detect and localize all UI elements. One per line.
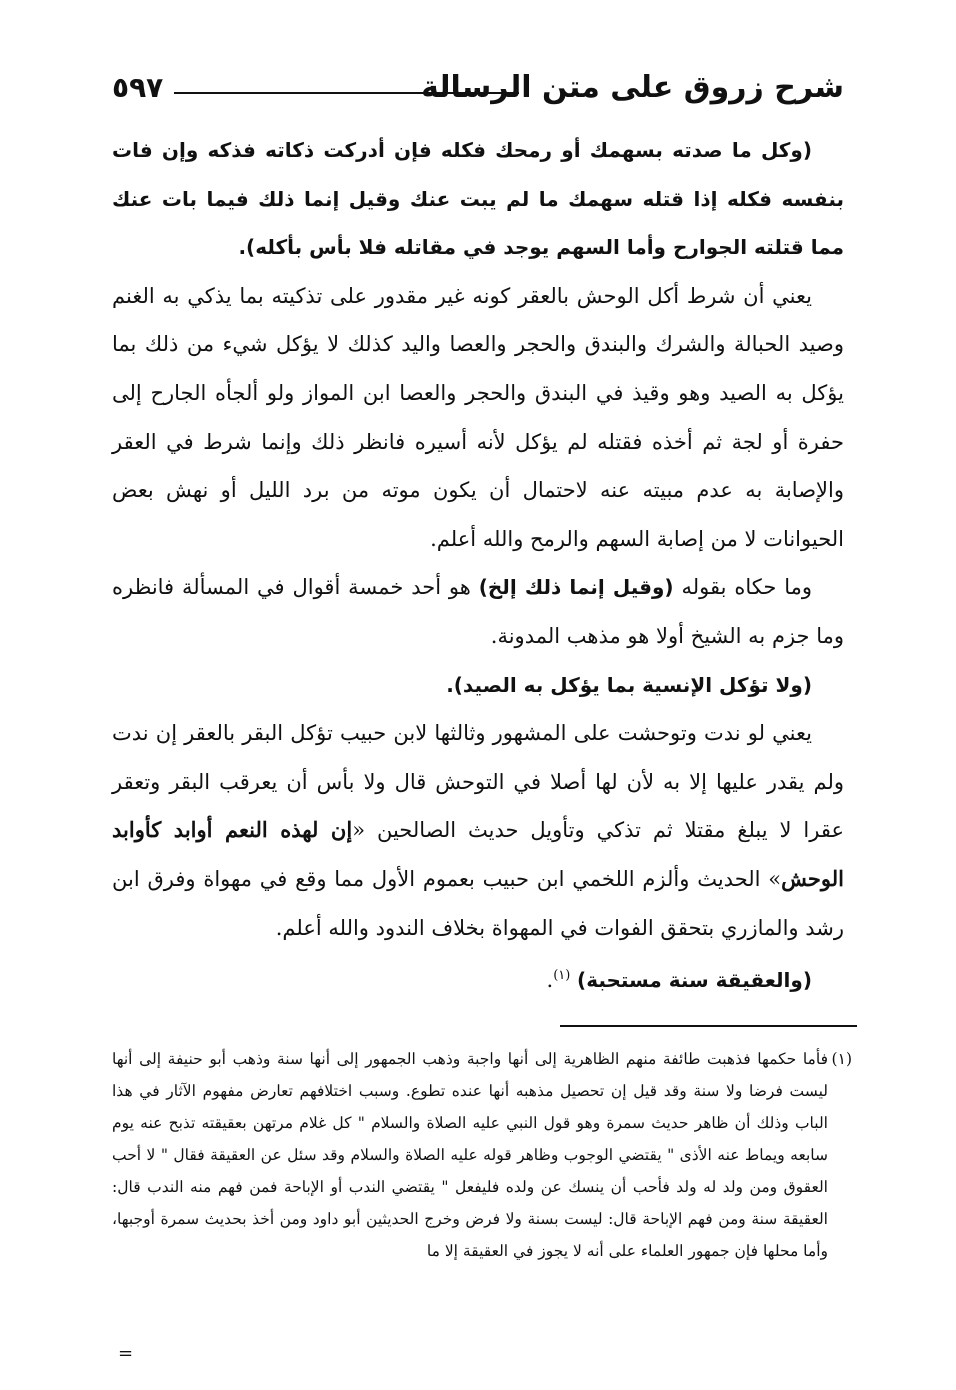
footnote-1 (112, 1043, 852, 1267)
hadith-quote: إن لهذه النعم أوابد كأوابد الوحش (112, 817, 844, 891)
matn-text: (وكل ما صدته بسهمك أو رمحك فكله فإن أدركت ذكاته فذكه وإن فات بنفسه فكله إذا قتله سهمك ما لم يبت عنك وقيل إنما ذلك فيما بات عنك مما قتلته الجوارح وأما السهم يوجد في مقاتله فلا بأس بأكله). (112, 138, 844, 260)
commentary-text: » الحديث وألزم اللخمي ابن حبيب بعموم الأول مما وقع في مهواة وفرق ابن رشد والمازري بتحقق الفوات في المهواة بخلاف الندود والله أعلم. (112, 866, 844, 940)
header-rule (174, 92, 519, 94)
matn-text: (والعقيقة سنة مستحبة) (577, 968, 812, 993)
matn-paragraph-3 (112, 952, 844, 1005)
footnotes (112, 1043, 852, 1267)
commentary-paragraph-1: يعني أن شرط أكل الوحش بالعقر كونه غير مقدور على تذكيته بما يذكي به الغنم وصيد الحبالة والشرك والبندق والحجر والعصا واليد كذلك لا يؤكل شيء من ذلك بما يؤكل به الصيد وهو وقيذ في البندق والحجر والعصا ابن المواز ولو ألجأه الجارح إلى حفرة أو لجة ثم أخذه فقتله لم يؤكل لأنه أسيره فانظر ذلك وإنما شرط في العقر والإصابة به عدم مبيته عنه لاحتمال أن يكون موته من برد الليل أو نهش بعض الحيوانات لا من إصابة السهم والرمح والله أعلم. (112, 283, 844, 551)
commentary-paragraph-3 (112, 709, 844, 952)
matn-text: (ولا تؤكل الإنسية بما يؤكل به الصيد). (446, 672, 812, 697)
commentary-text: يعني لو ندت وتوحشت على المشهور وثالثها لابن حبيب تؤكل البقر بالعقر إن ندت ولم يقدر عليها إلا به لأن لها أصلا في التوحش قال ولا بأس أن يعرقب البقر وتعقر عقرا لا يبلغ مقتلا ثم تذكي وتأويل حديث الصالحين « (112, 721, 844, 843)
main-text (112, 126, 844, 1005)
page-header (112, 62, 844, 112)
footnote-number: (١) (831, 1050, 852, 1068)
footnote-reference[interactable]: (١) (553, 968, 571, 984)
matn-quote: (وقيل إنما ذلك إلخ) (478, 575, 674, 600)
continuation-mark: = (118, 1343, 134, 1364)
running-title: شرح زروق على متن الرسالة (421, 70, 844, 105)
commentary-text: وما حكاه بقوله (681, 575, 813, 600)
page-number: ٥٩٧ (112, 71, 164, 104)
matn-paragraph-2 (112, 661, 844, 710)
footnote-separator (560, 1025, 857, 1027)
footnote-text: فأما حكمها فذهبت طائفة منهم الظاهرية إلى أنها واجبة وذهب الجمهور إلى أنها سنة وذهب أبو حنيفة إلى أنها ليست فرضا ولا سنة وقد قيل إن تحصيل مذهبه أنها عنده تطوع. وسبب اختلافهم تعارض مفهوم الآثار في هذا الباب وذلك أن ظاهر حديث سمرة وهو قول النبي عليه الصلاة والسلام " كل غلام مرتهن بعقيقته تذبح عنه يوم سابعه ويماط عنه الأذى " يقتضي الوجوب وظاهر قوله عليه الصلاة والسلام وقد سئل عن العقيقة فقال " لا أحب العقوق ومن ولد له ولد فأحب أن ينسك عن ولده فليفعل " يقتضي الندب أو الإباحة فمن فهم منه الندب قال: العقيقة سنة ومن فهم الإباحة قال: ليست بسنة ولا فرض وخرج الحديثين أبو داود ومن أخذ بحديث سمرة أوجبها، وأما محلها فإن جمهور العلماء على أنه لا يجوز في العقيقة إلا ما (112, 1050, 828, 1260)
end-period: . (546, 968, 554, 993)
matn-paragraph-1 (112, 126, 844, 272)
commentary-text: هو أحد خمسة أقوال في المسألة فانظره وما جزم به الشيخ أولا هو مذهب المدونة. (112, 575, 844, 648)
commentary-paragraph-2 (112, 563, 844, 660)
